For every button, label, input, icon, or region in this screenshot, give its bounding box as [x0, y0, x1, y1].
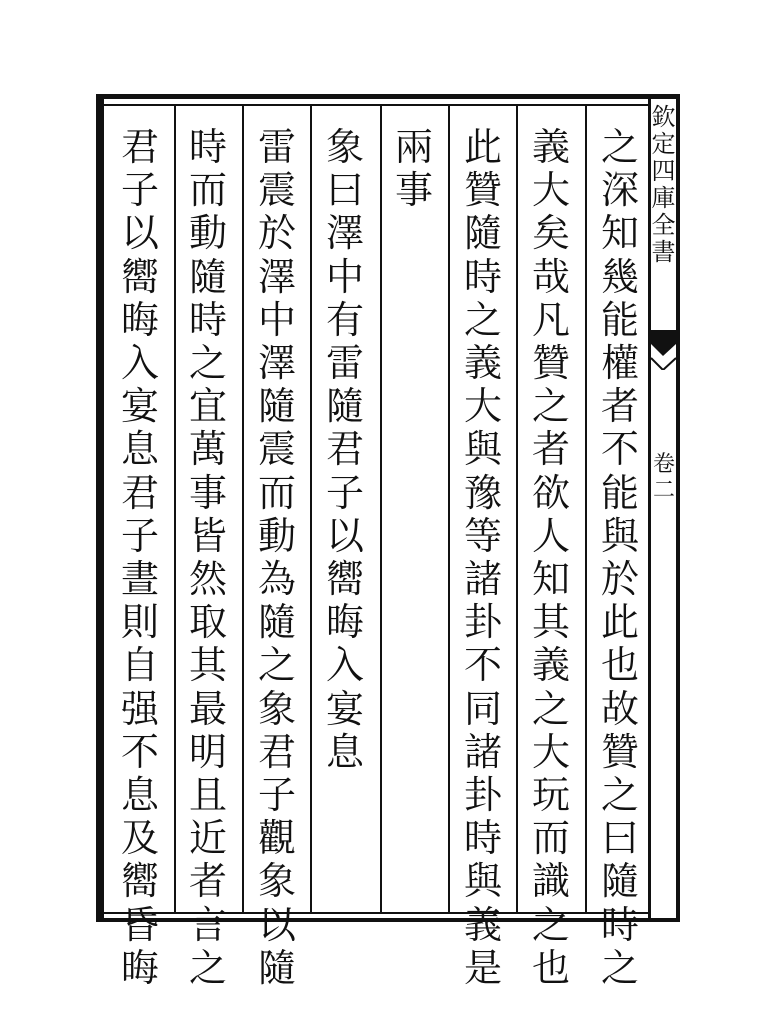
- column-text-char: 息: [120, 427, 159, 472]
- column-text-char: 之: [531, 384, 570, 429]
- column-text-char: 然: [188, 557, 227, 602]
- column-text-char: 晦: [325, 600, 364, 645]
- column-text-char: 象: [325, 125, 364, 169]
- column-text-char: 澤: [257, 254, 296, 299]
- column-text-char: 其: [531, 600, 570, 645]
- column-text-char: 能: [600, 470, 639, 515]
- column-text-char: 事: [188, 470, 227, 515]
- column-text-char: 時: [188, 297, 227, 342]
- column-text-char: 不: [600, 427, 639, 472]
- column-text-char: 與: [463, 859, 502, 904]
- column-text-char: 君: [257, 729, 296, 774]
- column-text-char: 君: [120, 470, 159, 515]
- column-text-char: 大: [463, 384, 502, 429]
- column-text-char: 子: [120, 513, 159, 558]
- margin-title-char: 庫: [651, 184, 676, 212]
- column-text-char: 以: [325, 513, 364, 558]
- column-text-char: 故: [600, 686, 639, 731]
- column-text-char: 是: [463, 945, 502, 990]
- column-text-char: 隨: [325, 384, 364, 429]
- column-divider: [380, 106, 382, 912]
- column-text-char: 皆: [188, 513, 227, 558]
- column-text-char: 子: [257, 773, 296, 818]
- juan-char: 二: [652, 478, 675, 503]
- column-divider: [310, 106, 312, 912]
- column-text-char: 之: [531, 686, 570, 731]
- column-text-char: 取: [188, 600, 227, 645]
- column-divider: [516, 106, 518, 912]
- column-text-char: 隨: [257, 600, 296, 645]
- text-column-4: [384, 126, 444, 212]
- column-text-char: 矣: [531, 211, 570, 256]
- column-text-char: 者: [600, 384, 639, 429]
- column-text-char: 義: [531, 125, 570, 169]
- column-text-char: 知: [531, 557, 570, 602]
- column-text-char: 息: [325, 729, 364, 774]
- column-text-char: 隨: [188, 254, 227, 299]
- margin-title-char: 定: [651, 130, 676, 158]
- column-text-char: 者: [188, 859, 227, 904]
- column-text-char: 隨: [463, 211, 502, 256]
- column-text-char: 能: [600, 297, 639, 342]
- column-text-char: 最: [188, 686, 227, 731]
- column-text-char: 豫: [463, 470, 502, 515]
- column-text-char: 自: [120, 643, 159, 688]
- column-text-char: 子: [120, 168, 159, 213]
- margin-title-char: 欽: [651, 103, 676, 131]
- column-text-char: 震: [257, 168, 296, 213]
- frame-top-border: [96, 94, 680, 99]
- column-text-char: 義: [463, 902, 502, 947]
- text-column-1: [590, 126, 650, 990]
- column-text-char: 隨: [257, 945, 296, 990]
- column-text-char: 贊: [463, 168, 502, 213]
- column-text-char: 嚮: [120, 254, 159, 299]
- column-text-char: 時: [600, 902, 639, 947]
- column-text-char: 人: [531, 513, 570, 558]
- fish-tail-mark: [651, 330, 676, 370]
- column-divider: [242, 106, 244, 912]
- column-text-char: 晦: [120, 945, 159, 990]
- inner-top-rule: [104, 104, 648, 106]
- text-column-5: [315, 126, 375, 774]
- column-text-char: 言: [188, 902, 227, 947]
- column-text-char: 象: [257, 859, 296, 904]
- column-text-char: 而: [531, 816, 570, 861]
- column-text-char: 義: [463, 341, 502, 386]
- text-column-6: [247, 126, 307, 990]
- column-text-char: 哉: [531, 254, 570, 299]
- column-text-char: 之: [531, 902, 570, 947]
- column-text-char: 等: [463, 513, 502, 558]
- column-text-char: 震: [257, 427, 296, 472]
- column-text-char: 晦: [120, 297, 159, 342]
- column-text-char: 觀: [257, 816, 296, 861]
- column-text-char: 大: [531, 729, 570, 774]
- column-text-char: 時: [463, 816, 502, 861]
- column-text-char: 於: [600, 557, 639, 602]
- column-text-char: 而: [257, 470, 296, 515]
- column-text-char: 宴: [120, 384, 159, 429]
- column-text-char: 之: [188, 341, 227, 386]
- column-text-char: 時: [188, 125, 227, 169]
- column-text-char: 近: [188, 816, 227, 861]
- column-text-char: 則: [120, 600, 159, 645]
- column-text-char: 隨: [600, 859, 639, 904]
- column-text-char: 雷: [325, 341, 364, 386]
- column-text-char: 入: [325, 643, 364, 688]
- column-text-char: 此: [600, 600, 639, 645]
- column-text-char: 與: [463, 427, 502, 472]
- column-text-char: 也: [600, 643, 639, 688]
- column-text-char: 之: [188, 945, 227, 990]
- column-text-char: 澤: [257, 341, 296, 386]
- column-text-char: 明: [188, 729, 227, 774]
- column-text-char: 中: [257, 297, 296, 342]
- column-text-char: 義: [531, 643, 570, 688]
- column-text-char: 知: [600, 211, 639, 256]
- column-text-char: 兩: [394, 125, 433, 169]
- column-text-char: 玩: [531, 773, 570, 818]
- column-text-char: 之: [600, 773, 639, 818]
- column-text-char: 時: [463, 254, 502, 299]
- column-text-char: 象: [257, 686, 296, 731]
- column-text-char: 强: [120, 686, 159, 731]
- column-text-char: 為: [257, 557, 296, 602]
- column-text-char: 以: [257, 902, 296, 947]
- column-divider: [448, 106, 450, 912]
- column-text-char: 君: [325, 427, 364, 472]
- column-text-char: 贊: [600, 729, 639, 774]
- column-divider: [174, 106, 176, 912]
- column-text-char: 此: [463, 125, 502, 169]
- column-text-char: 晝: [120, 557, 159, 602]
- column-text-char: 隨: [257, 384, 296, 429]
- column-text-char: 不: [463, 643, 502, 688]
- column-text-char: 諸: [463, 557, 502, 602]
- column-text-char: 之: [600, 125, 639, 169]
- column-divider: [585, 106, 587, 912]
- column-text-char: 同: [463, 686, 502, 731]
- column-text-char: 諸: [463, 729, 502, 774]
- column-text-char: 及: [120, 816, 159, 861]
- column-text-char: 動: [257, 513, 296, 558]
- column-text-char: 君: [120, 125, 159, 169]
- text-column-3: [453, 126, 513, 990]
- column-text-char: 而: [188, 168, 227, 213]
- column-text-char: 昏: [120, 902, 159, 947]
- column-text-char: 其: [188, 643, 227, 688]
- column-text-char: 卦: [463, 600, 502, 645]
- text-column-7: [178, 126, 238, 990]
- column-text-char: 卦: [463, 773, 502, 818]
- column-text-char: 深: [600, 168, 639, 213]
- column-text-char: 嚮: [325, 557, 364, 602]
- column-text-char: 宜: [188, 384, 227, 429]
- column-text-char: 大: [531, 168, 570, 213]
- column-text-char: 雷: [257, 125, 296, 169]
- text-column-2: [521, 126, 581, 990]
- column-text-char: 中: [325, 254, 364, 299]
- column-text-char: 澤: [325, 211, 364, 256]
- column-text-char: 事: [394, 168, 433, 213]
- column-text-char: 萬: [188, 427, 227, 472]
- margin-title-char: 全: [651, 211, 676, 239]
- margin-title-char: 書: [651, 238, 676, 266]
- column-text-char: 且: [188, 773, 227, 818]
- column-text-char: 之: [600, 945, 639, 990]
- column-text-char: 曰: [600, 816, 639, 861]
- column-text-char: 欲: [531, 470, 570, 515]
- column-text-char: 曰: [325, 168, 364, 213]
- column-text-char: 贊: [531, 341, 570, 386]
- column-text-char: 息: [120, 773, 159, 818]
- column-text-char: 與: [600, 513, 639, 558]
- column-text-char: 幾: [600, 254, 639, 299]
- column-text-char: 有: [325, 297, 364, 342]
- column-text-char: 不: [120, 729, 159, 774]
- column-text-char: 入: [120, 341, 159, 386]
- column-text-char: 也: [531, 945, 570, 990]
- frame-left-border: [96, 94, 104, 922]
- column-text-char: 之: [463, 297, 502, 342]
- column-text-char: 之: [257, 643, 296, 688]
- text-column-8: [110, 126, 170, 990]
- margin-title-char: 四: [651, 157, 676, 185]
- column-text-char: 識: [531, 859, 570, 904]
- margin-title: [651, 104, 676, 266]
- frame-right-outer-border: [676, 94, 680, 922]
- column-text-char: 者: [531, 427, 570, 472]
- column-text-char: 子: [325, 470, 364, 515]
- column-text-char: 凡: [531, 297, 570, 342]
- column-text-char: 動: [188, 211, 227, 256]
- column-text-char: 宴: [325, 686, 364, 731]
- juan-label: [652, 452, 676, 504]
- column-text-char: 以: [120, 211, 159, 256]
- juan-char: 卷: [652, 452, 675, 477]
- column-text-char: 權: [600, 341, 639, 386]
- column-text-char: 嚮: [120, 859, 159, 904]
- column-text-char: 於: [257, 211, 296, 256]
